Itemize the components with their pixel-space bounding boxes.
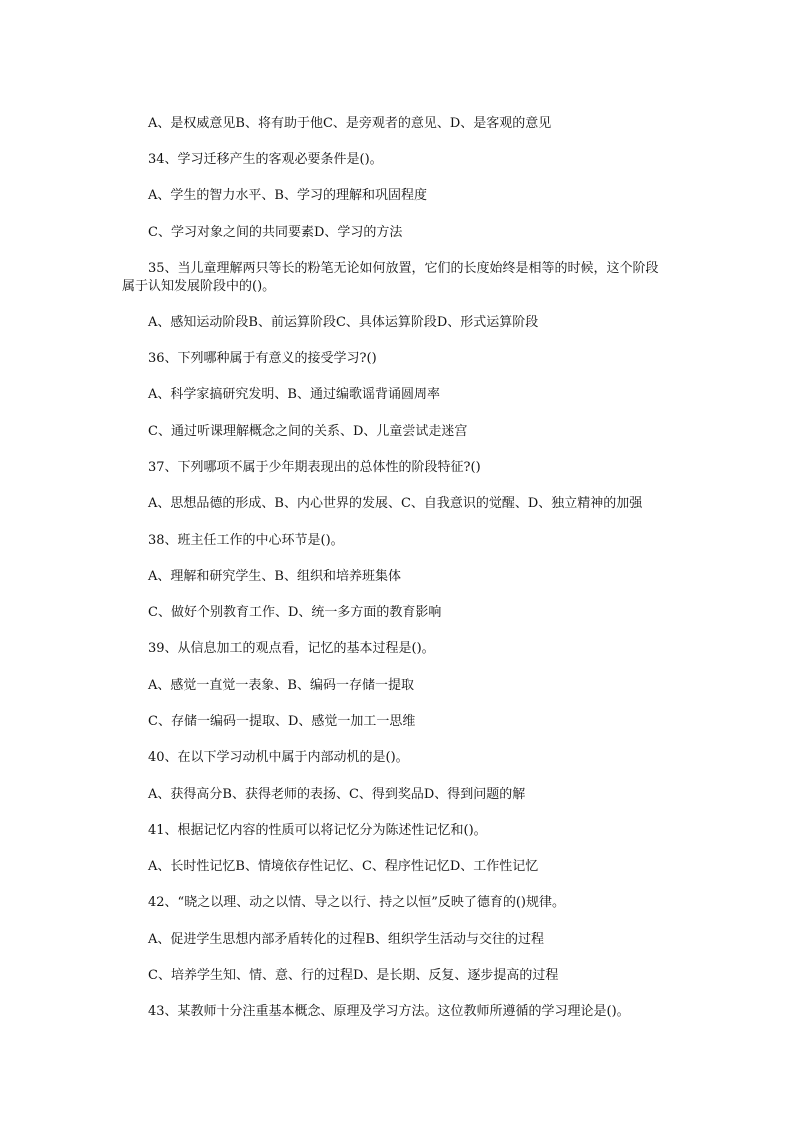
text-para-question-35: 35、当儿童理解两只等长的粉笔无论如何放置，它们的长度始终是相等的时候，这个阶段属于认知发展阶段中的()。 — [122, 261, 659, 294]
text-line-options-38-ab: A、理解和研究学生、B、组织和培养班集体 — [148, 569, 401, 584]
text-line-question-36: 36、下列哪种属于有意义的接受学习?() — [148, 351, 377, 366]
text-line-options-39-ab: A、感觉一直觉一表象、B、编码一存储一提取 — [148, 678, 414, 693]
text-line-options-40: A、获得高分B、获得老师的表扬、C、得到奖品D、得到问题的解 — [148, 787, 526, 802]
text-line-question-42: 42、“晓之以理、动之以情、导之以行、持之以恒”反映了德育的()规律。 — [148, 895, 565, 910]
text-line-question-41: 41、根据记忆内容的性质可以将记忆分为陈述性记忆和()。 — [148, 823, 487, 838]
text-line-options-36-cd: C、通过听课理解概念之间的关系、D、儿童尝试走迷宫 — [148, 424, 468, 439]
text-line-question-38: 38、班主任工作的中心环节是()。 — [148, 533, 344, 548]
text-line-options-41: A、长时性记忆B、情境依存性记忆、C、程序性记忆D、工作性记忆 — [148, 859, 539, 874]
text-line-options-38-cd: C、做好个别教育工作、D、统一多方面的教育影响 — [148, 605, 442, 620]
text-line-options-42-cd: C、培养学生知、情、意、行的过程D、是长期、反复、逐步提高的过程 — [148, 968, 559, 983]
text-line-question-39: 39、从信息加工的观点看，记忆的基本过程是()。 — [148, 641, 435, 656]
text-line-question-34: 34、学习迁移产生的客观必要条件是()。 — [148, 152, 383, 167]
text-line-question-37: 37、下列哪项不属于少年期表现出的总体性的阶段特征?() — [148, 460, 481, 475]
text-line-options-39-cd: C、存储一编码一提取、D、感觉一加工一思维 — [148, 714, 416, 729]
text-line-question-43: 43、某教师十分注重基本概念、原理及学习方法。这位教师所遵循的学习理论是()。 — [148, 1004, 630, 1019]
text-line-question-40: 40、在以下学习动机中属于内部动机的是()。 — [148, 750, 409, 765]
text-line-options-34-cd: C、学习对象之间的共同要素D、学习的方法 — [148, 225, 403, 240]
text-line-options-35: A、感知运动阶段B、前运算阶段C、具体运算阶段D、形式运算阶段 — [148, 315, 539, 330]
text-line-options-42-ab: A、促进学生思想内部矛盾转化的过程B、组织学生活动与交往的过程 — [148, 932, 544, 947]
text-line-options-37: A、思想品德的形成、B、内心世界的发展、C、自我意识的觉醒、D、独立精神的加强 — [148, 496, 643, 511]
text-line-options-33: A、是权威意见B、将有助于他C、是旁观者的意见、D、是客观的意见 — [148, 116, 552, 131]
text-line-options-34-ab: A、学生的智力水平、B、学习的理解和巩固程度 — [148, 188, 427, 203]
text-line-options-36-ab: A、科学家搞研究发明、B、通过编歌谣背诵圆周率 — [148, 387, 440, 402]
